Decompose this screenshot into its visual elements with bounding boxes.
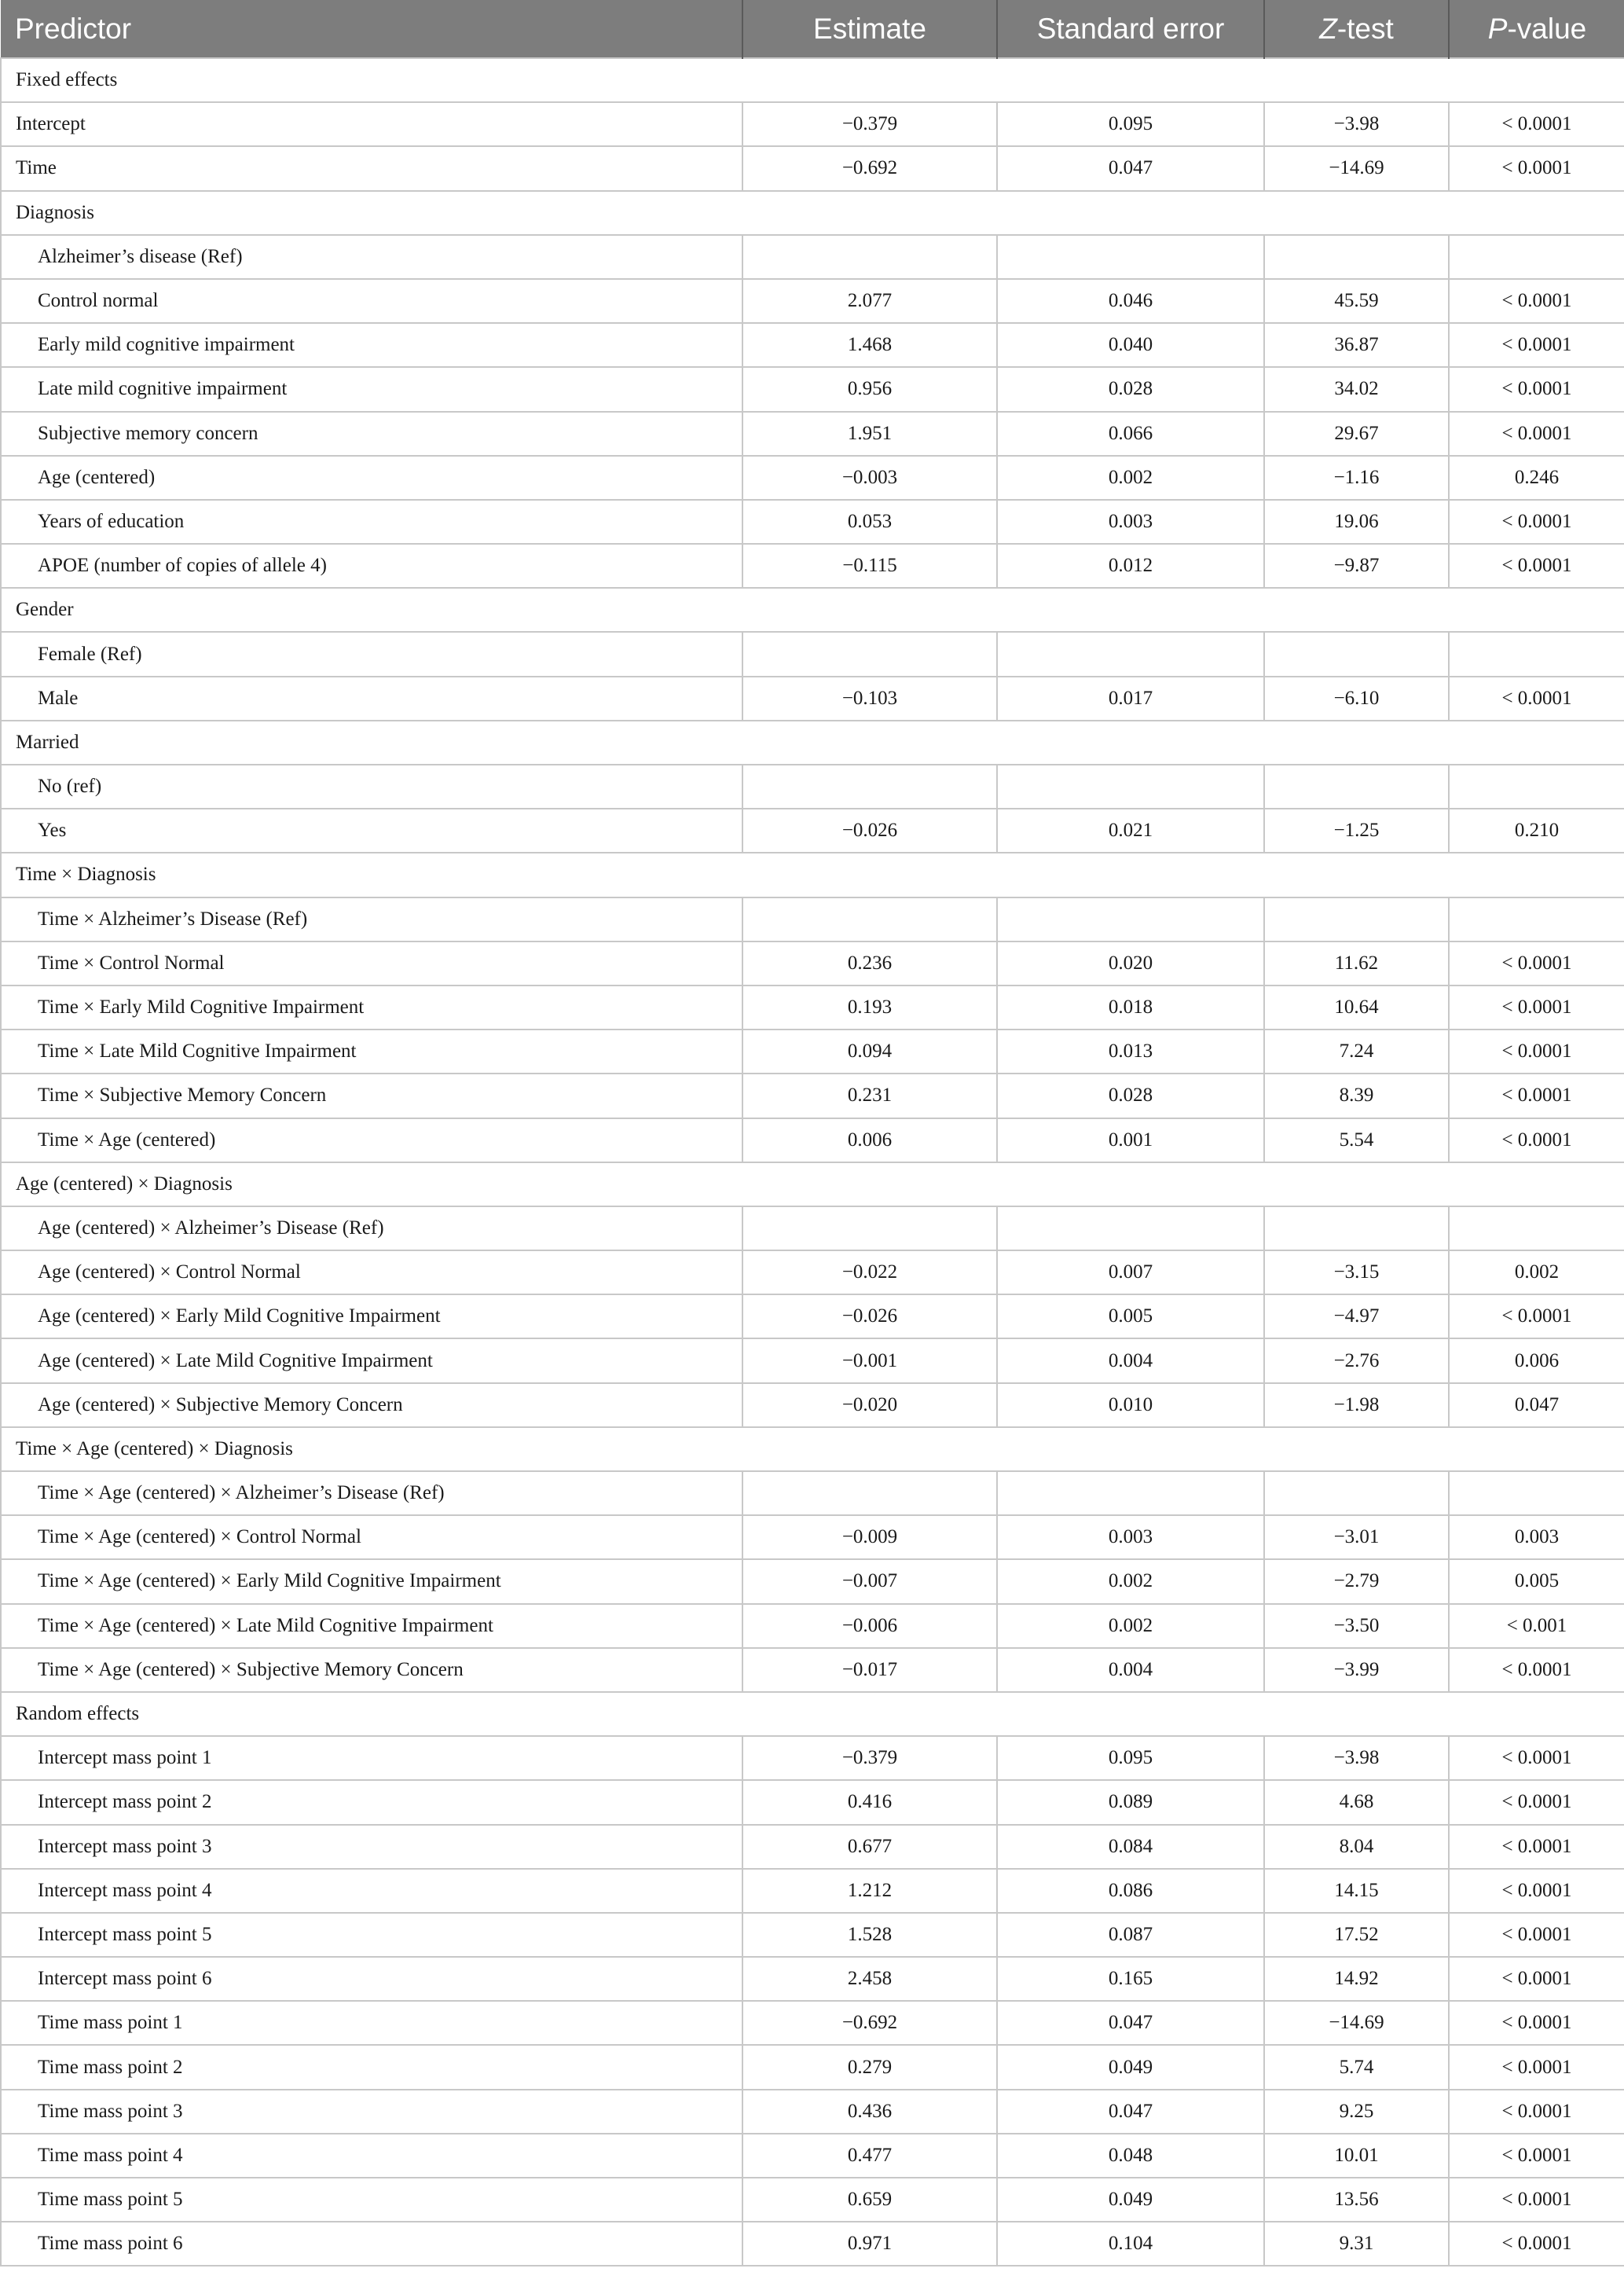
standard-error-cell: 0.048 (997, 2134, 1264, 2178)
standard-error-cell: 0.066 (997, 412, 1264, 456)
p-value-cell: < 0.0001 (1449, 1913, 1624, 1957)
predictor-cell: Time mass point 4 (1, 2134, 742, 2178)
standard-error-cell: 0.018 (997, 986, 1264, 1030)
z-test-cell: 29.67 (1264, 412, 1449, 456)
predictor-cell: Intercept mass point 5 (1, 1913, 742, 1957)
z-test-cell (1264, 1471, 1449, 1515)
p-value-cell: < 0.0001 (1449, 146, 1624, 190)
standard-error-cell (997, 632, 1264, 676)
section-label: Gender (1, 588, 1624, 632)
predictor-cell: Time × Age (centered) × Late Mild Cognitive Impairment (1, 1604, 742, 1648)
estimate-cell (742, 897, 997, 941)
section-label: Fixed effects (1, 58, 1624, 102)
standard-error-cell: 0.049 (997, 2045, 1264, 2089)
p-value-cell: 0.210 (1449, 809, 1624, 853)
estimate-cell: 1.212 (742, 1869, 997, 1913)
predictor-cell: Time × Age (centered) × Subjective Memory Concern (1, 1648, 742, 1692)
predictor-cell: Control normal (1, 279, 742, 323)
z-test-cell: −3.98 (1264, 102, 1449, 146)
table-row (1, 986, 1624, 1030)
estimate-cell: −0.003 (742, 456, 997, 500)
estimate-cell: −0.020 (742, 1383, 997, 1427)
p-value-cell: < 0.0001 (1449, 500, 1624, 544)
p-value-cell: < 0.0001 (1449, 986, 1624, 1030)
table-row (1, 1118, 1624, 1162)
p-value-cell: < 0.0001 (1449, 412, 1624, 456)
estimate-cell (742, 235, 997, 279)
z-test-cell: −3.15 (1264, 1250, 1449, 1294)
estimate-cell: −0.026 (742, 1294, 997, 1338)
p-value-cell: < 0.001 (1449, 1604, 1624, 1648)
standard-error-cell: 0.095 (997, 102, 1264, 146)
predictor-cell: Time mass point 2 (1, 2045, 742, 2089)
p-value-cell: 0.006 (1449, 1338, 1624, 1382)
standard-error-cell: 0.013 (997, 1030, 1264, 1074)
p-value-cell: < 0.0001 (1449, 102, 1624, 146)
table-row (1, 1515, 1624, 1559)
standard-error-cell: 0.086 (997, 1869, 1264, 1913)
table-row (1, 1250, 1624, 1294)
section-label: Time × Diagnosis (1, 853, 1624, 897)
table-row (1, 2178, 1624, 2222)
table-row (1, 2090, 1624, 2134)
predictor-cell: Time (1, 146, 742, 190)
predictor-cell: Time mass point 1 (1, 2001, 742, 2045)
header-z-italic: Z (1319, 12, 1337, 45)
z-test-cell: −2.76 (1264, 1338, 1449, 1382)
table-row (1, 1471, 1624, 1515)
table-row (1, 2222, 1624, 2266)
z-test-cell: 14.92 (1264, 1957, 1449, 2001)
estimate-cell: −0.006 (742, 1604, 997, 1648)
p-value-cell: < 0.0001 (1449, 677, 1624, 721)
p-value-cell: < 0.0001 (1449, 1294, 1624, 1338)
estimate-cell: −0.379 (742, 102, 997, 146)
z-test-cell: 34.02 (1264, 367, 1449, 411)
table-row (1, 412, 1624, 456)
estimate-cell: 2.077 (742, 279, 997, 323)
standard-error-cell: 0.087 (997, 1913, 1264, 1957)
standard-error-cell: 0.003 (997, 500, 1264, 544)
standard-error-cell: 0.003 (997, 1515, 1264, 1559)
standard-error-cell: 0.002 (997, 1604, 1264, 1648)
header-z-suffix: -test (1336, 12, 1394, 45)
p-value-cell: < 0.0001 (1449, 941, 1624, 986)
p-value-cell: < 0.0001 (1449, 2001, 1624, 2045)
estimate-cell: −0.692 (742, 2001, 997, 2045)
estimate-cell: 0.956 (742, 367, 997, 411)
standard-error-cell: 0.012 (997, 544, 1264, 588)
p-value-cell: < 0.0001 (1449, 1825, 1624, 1869)
standard-error-cell: 0.010 (997, 1383, 1264, 1427)
section-header-row (1, 1427, 1624, 1471)
predictor-cell: Time × Alzheimer’s Disease (Ref) (1, 897, 742, 941)
section-header-row (1, 191, 1624, 235)
standard-error-cell: 0.089 (997, 1780, 1264, 1824)
p-value-cell: < 0.0001 (1449, 1780, 1624, 1824)
predictor-cell: APOE (number of copies of allele 4) (1, 544, 742, 588)
section-header-row (1, 721, 1624, 765)
standard-error-cell: 0.021 (997, 809, 1264, 853)
table-row (1, 2001, 1624, 2045)
z-test-cell: −6.10 (1264, 677, 1449, 721)
header-p-italic: P (1487, 12, 1508, 45)
standard-error-cell (997, 765, 1264, 809)
predictor-cell: Age (centered) × Alzheimer’s Disease (Ref) (1, 1206, 742, 1250)
p-value-cell: < 0.0001 (1449, 2178, 1624, 2222)
estimate-cell: −0.692 (742, 146, 997, 190)
p-value-cell (1449, 1206, 1624, 1250)
table-row (1, 897, 1624, 941)
estimate-cell: 2.458 (742, 1957, 997, 2001)
standard-error-cell: 0.046 (997, 279, 1264, 323)
header-z-test (1264, 0, 1449, 58)
z-test-cell (1264, 1206, 1449, 1250)
p-value-cell: < 0.0001 (1449, 544, 1624, 588)
table-row (1, 1957, 1624, 2001)
estimate-cell (742, 1206, 997, 1250)
standard-error-cell: 0.095 (997, 1736, 1264, 1780)
p-value-cell: < 0.0001 (1449, 2090, 1624, 2134)
section-header-row (1, 853, 1624, 897)
p-value-cell: < 0.0001 (1449, 1869, 1624, 1913)
z-test-cell: 9.31 (1264, 2222, 1449, 2266)
table-row (1, 1294, 1624, 1338)
predictor-cell: Age (centered) × Early Mild Cognitive Impairment (1, 1294, 742, 1338)
section-header-row (1, 1692, 1624, 1736)
predictor-cell: Time × Age (centered) × Early Mild Cognitive Impairment (1, 1559, 742, 1603)
estimate-cell: −0.009 (742, 1515, 997, 1559)
p-value-cell: 0.003 (1449, 1515, 1624, 1559)
predictor-cell: Late mild cognitive impairment (1, 367, 742, 411)
standard-error-cell (997, 235, 1264, 279)
predictor-cell: Intercept mass point 1 (1, 1736, 742, 1780)
predictor-cell: Age (centered) (1, 456, 742, 500)
z-test-cell: −2.79 (1264, 1559, 1449, 1603)
z-test-cell: −14.69 (1264, 146, 1449, 190)
predictor-cell: Intercept mass point 2 (1, 1780, 742, 1824)
z-test-cell: 14.15 (1264, 1869, 1449, 1913)
estimate-cell: −0.001 (742, 1338, 997, 1382)
z-test-cell: −3.50 (1264, 1604, 1449, 1648)
section-label: Age (centered) × Diagnosis (1, 1162, 1624, 1206)
p-value-cell: 0.002 (1449, 1250, 1624, 1294)
standard-error-cell: 0.004 (997, 1338, 1264, 1382)
header-estimate: Estimate (742, 0, 997, 58)
table-row (1, 146, 1624, 190)
table-row (1, 1736, 1624, 1780)
predictor-cell: Years of education (1, 500, 742, 544)
section-header-row (1, 58, 1624, 102)
estimate-cell: 0.094 (742, 1030, 997, 1074)
predictor-cell: Time mass point 3 (1, 2090, 742, 2134)
table-row (1, 500, 1624, 544)
predictor-cell: Intercept (1, 102, 742, 146)
estimate-cell: 0.416 (742, 1780, 997, 1824)
standard-error-cell: 0.040 (997, 323, 1264, 367)
predictor-cell: Intercept mass point 4 (1, 1869, 742, 1913)
p-value-cell (1449, 632, 1624, 676)
predictor-cell: Yes (1, 809, 742, 853)
table-row (1, 765, 1624, 809)
header-p-suffix: -value (1507, 12, 1587, 45)
table-row (1, 456, 1624, 500)
section-label: Random effects (1, 1692, 1624, 1736)
z-test-cell: 8.39 (1264, 1074, 1449, 1118)
table-row (1, 1913, 1624, 1957)
table-body (1, 58, 1624, 2266)
p-value-cell: 0.005 (1449, 1559, 1624, 1603)
table-row (1, 544, 1624, 588)
z-test-cell: 4.68 (1264, 1780, 1449, 1824)
standard-error-cell: 0.005 (997, 1294, 1264, 1338)
standard-error-cell: 0.047 (997, 146, 1264, 190)
estimate-cell: −0.022 (742, 1250, 997, 1294)
z-test-cell: 17.52 (1264, 1913, 1449, 1957)
header-row (1, 0, 1624, 58)
standard-error-cell: 0.028 (997, 367, 1264, 411)
table-row (1, 1030, 1624, 1074)
estimate-cell: 0.477 (742, 2134, 997, 2178)
table-row (1, 1825, 1624, 1869)
estimate-cell: 0.193 (742, 986, 997, 1030)
table-row (1, 2045, 1624, 2089)
p-value-cell: < 0.0001 (1449, 2045, 1624, 2089)
predictor-cell: Time × Early Mild Cognitive Impairment (1, 986, 742, 1030)
z-test-cell: 7.24 (1264, 1030, 1449, 1074)
section-header-row (1, 1162, 1624, 1206)
predictor-cell: Age (centered) × Late Mild Cognitive Impairment (1, 1338, 742, 1382)
predictor-cell: Subjective memory concern (1, 412, 742, 456)
estimate-cell: 0.279 (742, 2045, 997, 2089)
table-row (1, 1648, 1624, 1692)
standard-error-cell: 0.020 (997, 941, 1264, 986)
z-test-cell (1264, 897, 1449, 941)
predictor-cell: Age (centered) × Control Normal (1, 1250, 742, 1294)
estimate-cell: −0.103 (742, 677, 997, 721)
table-row (1, 632, 1624, 676)
predictor-cell: Time × Subjective Memory Concern (1, 1074, 742, 1118)
z-test-cell: 10.01 (1264, 2134, 1449, 2178)
z-test-cell: −14.69 (1264, 2001, 1449, 2045)
p-value-cell (1449, 235, 1624, 279)
p-value-cell: < 0.0001 (1449, 1957, 1624, 2001)
table-row (1, 1206, 1624, 1250)
z-test-cell: 5.54 (1264, 1118, 1449, 1162)
table-row (1, 1780, 1624, 1824)
table-row (1, 323, 1624, 367)
p-value-cell: < 0.0001 (1449, 367, 1624, 411)
predictor-cell: Time mass point 6 (1, 2222, 742, 2266)
predictor-cell: Age (centered) × Subjective Memory Concern (1, 1383, 742, 1427)
header-p-value (1449, 0, 1624, 58)
p-value-cell (1449, 765, 1624, 809)
p-value-cell: < 0.0001 (1449, 1030, 1624, 1074)
estimate-cell: 1.528 (742, 1913, 997, 1957)
table-row (1, 1559, 1624, 1603)
section-label: Married (1, 721, 1624, 765)
table-row (1, 677, 1624, 721)
table-row (1, 1074, 1624, 1118)
table-row (1, 1338, 1624, 1382)
estimate-cell (742, 765, 997, 809)
p-value-cell: < 0.0001 (1449, 1648, 1624, 1692)
p-value-cell: < 0.0001 (1449, 2134, 1624, 2178)
standard-error-cell: 0.049 (997, 2178, 1264, 2222)
standard-error-cell: 0.028 (997, 1074, 1264, 1118)
z-test-cell: 13.56 (1264, 2178, 1449, 2222)
predictor-cell: Male (1, 677, 742, 721)
z-test-cell (1264, 632, 1449, 676)
table-row (1, 1869, 1624, 1913)
standard-error-cell: 0.017 (997, 677, 1264, 721)
z-test-cell: 36.87 (1264, 323, 1449, 367)
p-value-cell: < 0.0001 (1449, 323, 1624, 367)
standard-error-cell: 0.047 (997, 2090, 1264, 2134)
standard-error-cell: 0.004 (997, 1648, 1264, 1692)
z-test-cell: −1.16 (1264, 456, 1449, 500)
p-value-cell: 0.047 (1449, 1383, 1624, 1427)
z-test-cell: 10.64 (1264, 986, 1449, 1030)
p-value-cell (1449, 1471, 1624, 1515)
table-header (1, 0, 1624, 58)
standard-error-cell: 0.084 (997, 1825, 1264, 1869)
estimate-cell: 1.468 (742, 323, 997, 367)
estimate-cell: 0.053 (742, 500, 997, 544)
z-test-cell: 5.74 (1264, 2045, 1449, 2089)
z-test-cell: −3.98 (1264, 1736, 1449, 1780)
standard-error-cell: 0.047 (997, 2001, 1264, 2045)
z-test-cell: −9.87 (1264, 544, 1449, 588)
z-test-cell: 11.62 (1264, 941, 1449, 986)
table-row (1, 1604, 1624, 1648)
table-row (1, 809, 1624, 853)
standard-error-cell: 0.007 (997, 1250, 1264, 1294)
standard-error-cell: 0.165 (997, 1957, 1264, 2001)
estimate-cell: 0.236 (742, 941, 997, 986)
estimate-cell (742, 632, 997, 676)
estimate-cell: 0.006 (742, 1118, 997, 1162)
z-test-cell: 9.25 (1264, 2090, 1449, 2134)
p-value-cell (1449, 897, 1624, 941)
standard-error-cell: 0.002 (997, 456, 1264, 500)
z-test-cell: −4.97 (1264, 1294, 1449, 1338)
predictor-cell: Alzheimer’s disease (Ref) (1, 235, 742, 279)
predictor-cell: Time × Age (centered) (1, 1118, 742, 1162)
section-label: Time × Age (centered) × Diagnosis (1, 1427, 1624, 1471)
predictor-cell: No (ref) (1, 765, 742, 809)
predictor-cell: Intercept mass point 6 (1, 1957, 742, 2001)
p-value-cell: 0.246 (1449, 456, 1624, 500)
z-test-cell (1264, 765, 1449, 809)
z-test-cell: −3.99 (1264, 1648, 1449, 1692)
estimate-cell: 0.436 (742, 2090, 997, 2134)
header-standard-error: Standard error (997, 0, 1264, 58)
section-header-row (1, 588, 1624, 632)
z-test-cell: −1.98 (1264, 1383, 1449, 1427)
section-label: Diagnosis (1, 191, 1624, 235)
z-test-cell (1264, 235, 1449, 279)
table-row (1, 2134, 1624, 2178)
table-row (1, 102, 1624, 146)
estimate-cell: 0.971 (742, 2222, 997, 2266)
p-value-cell: < 0.0001 (1449, 2222, 1624, 2266)
estimate-cell: −0.017 (742, 1648, 997, 1692)
estimate-cell (742, 1471, 997, 1515)
header-predictor: Predictor (15, 12, 132, 45)
estimate-cell: −0.115 (742, 544, 997, 588)
predictor-cell: Early mild cognitive impairment (1, 323, 742, 367)
estimate-cell: 0.231 (742, 1074, 997, 1118)
predictor-cell: Time × Control Normal (1, 941, 742, 986)
predictor-cell: Time × Age (centered) × Alzheimer’s Disease (Ref) (1, 1471, 742, 1515)
estimate-cell: 1.951 (742, 412, 997, 456)
standard-error-cell: 0.001 (997, 1118, 1264, 1162)
p-value-cell: < 0.0001 (1449, 1118, 1624, 1162)
p-value-cell: < 0.0001 (1449, 1074, 1624, 1118)
estimate-cell: −0.026 (742, 809, 997, 853)
standard-error-cell (997, 1471, 1264, 1515)
z-test-cell: 19.06 (1264, 500, 1449, 544)
table-row (1, 941, 1624, 986)
predictor-cell: Time × Late Mild Cognitive Impairment (1, 1030, 742, 1074)
predictor-cell: Intercept mass point 3 (1, 1825, 742, 1869)
standard-error-cell (997, 1206, 1264, 1250)
z-test-cell: −1.25 (1264, 809, 1449, 853)
predictor-cell: Time × Age (centered) × Control Normal (1, 1515, 742, 1559)
p-value-cell: < 0.0001 (1449, 279, 1624, 323)
z-test-cell: 8.04 (1264, 1825, 1449, 1869)
predictor-cell: Female (Ref) (1, 632, 742, 676)
predictor-cell: Time mass point 5 (1, 2178, 742, 2222)
estimate-cell: −0.007 (742, 1559, 997, 1603)
estimate-cell: 0.677 (742, 1825, 997, 1869)
z-test-cell: 45.59 (1264, 279, 1449, 323)
estimate-cell: 0.659 (742, 2178, 997, 2222)
table-row (1, 1383, 1624, 1427)
table-row (1, 279, 1624, 323)
p-value-cell: < 0.0001 (1449, 1736, 1624, 1780)
table-row (1, 367, 1624, 411)
z-test-cell: −3.01 (1264, 1515, 1449, 1559)
table-row (1, 235, 1624, 279)
standard-error-cell: 0.002 (997, 1559, 1264, 1603)
estimate-cell: −0.379 (742, 1736, 997, 1780)
standard-error-cell (997, 897, 1264, 941)
standard-error-cell: 0.104 (997, 2222, 1264, 2266)
